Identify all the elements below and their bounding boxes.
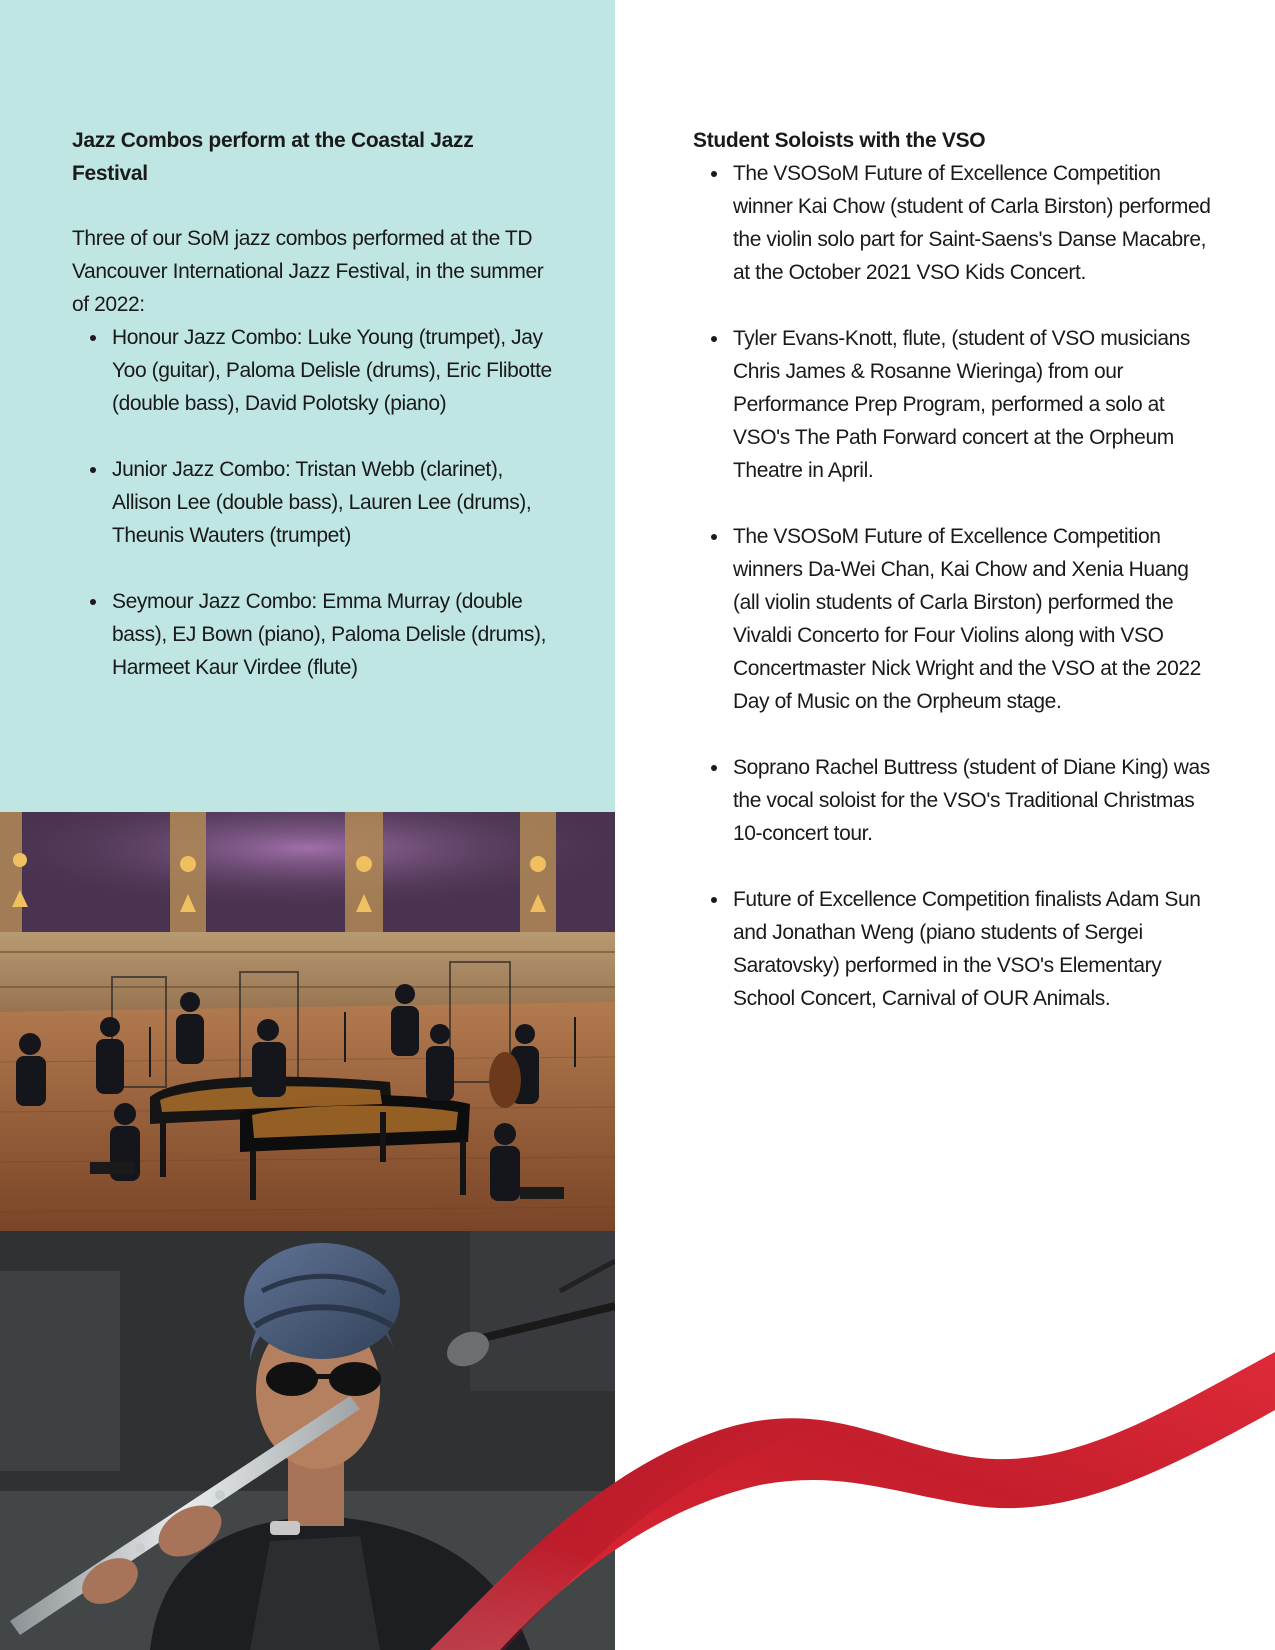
list-item: Future of Excellence Competition finalists Adam Sun and Jonathan Weng (piano students of Sergei Saratovsky) performed in the VSO's Elementary School Concert, Carnival of OUR Animals. xyxy=(733,883,1213,1015)
list-item: Seymour Jazz Combo: Emma Murray (double bass), EJ Bown (piano), Paloma Delisle (drums), Harmeet Kaur Virdee (flute) xyxy=(112,585,552,684)
jazz-section-heading: Jazz Combos perform at the Coastal Jazz Festival xyxy=(72,129,474,185)
list-item: Junior Jazz Combo: Tristan Webb (clarinet), Allison Lee (double bass), Lauren Lee (drums), Theunis Wauters (trumpet) xyxy=(112,453,552,552)
concert-hall-photo xyxy=(0,812,615,1231)
list-item: The VSOSoM Future of Excellence Competition winner Kai Chow (student of Carla Birston) performed the violin solo part for Saint-Saens's Danse Macabre, at the October 2021 VSO Kids Concert. xyxy=(733,157,1213,289)
jazz-section-intro: Three of our SoM jazz combos performed at the TD Vancouver International Jazz Festival, in the summer of 2022: xyxy=(72,227,544,316)
jazz-combo-list xyxy=(72,321,552,684)
list-item: The VSOSoM Future of Excellence Competition winners Da-Wei Chan, Kai Chow and Xenia Huang (all violin students of Carla Birston) performed the Vivaldi Concerto for Four Violins along with VSO Concertmaster Nick Wright and the VSO at the 2022 Day of Music on the Orpheum stage. xyxy=(733,520,1213,718)
jazz-section xyxy=(72,124,552,684)
list-item: Soprano Rachel Buttress (student of Diane King) was the vocal soloist for the VSO's Traditional Christmas 10-concert tour. xyxy=(733,751,1213,850)
soloists-section xyxy=(693,124,1213,1015)
soloists-list xyxy=(693,157,1213,1015)
flutist-photo xyxy=(0,1231,615,1650)
list-item: Tyler Evans-Knott, flute, (student of VSO musicians Chris James & Rosanne Wieringa) from our Performance Prep Program, performed a solo at VSO's The Path Forward concert at the Orpheum Theatre in April. xyxy=(733,322,1213,487)
list-item: Honour Jazz Combo: Luke Young (trumpet), Jay Yoo (guitar), Paloma Delisle (drums), Eric Flibotte (double bass), David Polotsky (piano) xyxy=(112,321,552,420)
soloists-section-heading: Student Soloists with the VSO xyxy=(693,129,986,152)
jazz-section-panel xyxy=(0,0,615,812)
